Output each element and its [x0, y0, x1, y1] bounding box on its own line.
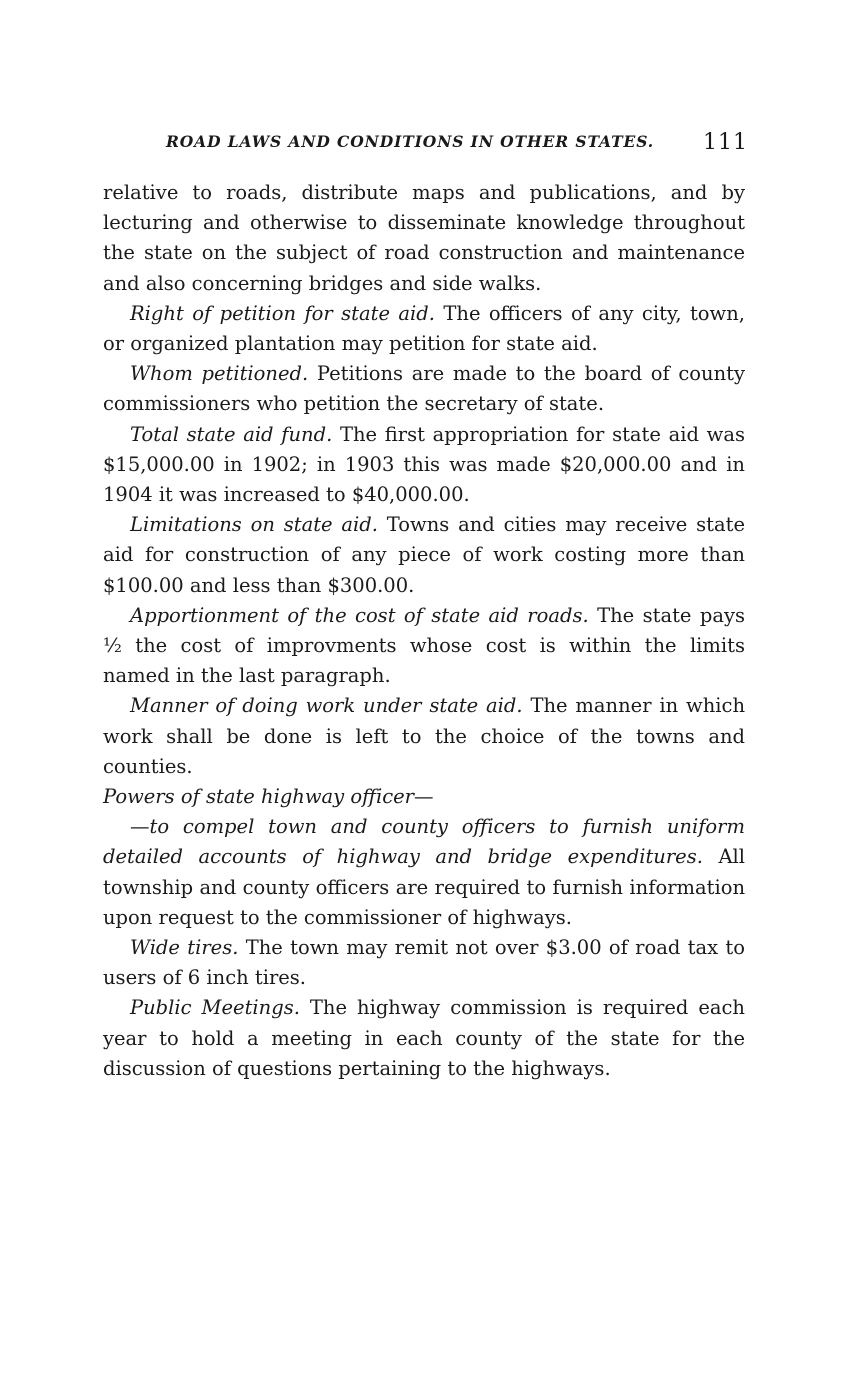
paragraph-apportionment [103, 601, 745, 692]
paragraph-text: relative to roads, distribute maps and publications, and by lecturing and otherwise to disseminate knowledge throughout the state on the subject of road construction and maintenance and also concerning bridges and side walks. [103, 181, 745, 295]
paragraph-text: The first appropriation for state aid was $15,000.00 in 1902; in 1903 this was made $20,000.00 and in 1904 it was increased to $40,000.00. [103, 422, 746, 507]
paragraph-heading: Manner of doing work under state aid. [130, 694, 523, 718]
paragraph-text: The manner in which work shall be done is left to the choice of the towns and counties. [103, 694, 746, 778]
paragraph-compel-officers [103, 812, 745, 933]
paragraph-heading: Wide tires. [130, 936, 239, 960]
paragraph-text: The officers of any city, town, or organized plantation may petition for state aid. [103, 301, 745, 356]
paragraph-continuation [103, 178, 745, 299]
paragraph-heading: Limitations on state aid. [130, 513, 378, 537]
paragraph-heading: Public Meetings. [130, 996, 300, 1020]
running-title: ROAD LAWS AND CONDITIONS IN OTHER STATES. [166, 132, 655, 151]
running-head [166, 130, 748, 160]
body-text [103, 178, 745, 1084]
paragraph-heading: Whom petitioned. [130, 362, 309, 386]
paragraph-heading: Total state aid fund. [130, 422, 333, 446]
paragraph-limitations [103, 510, 745, 601]
paragraph-total-state-aid-fund [103, 420, 745, 511]
paragraph-powers-heading [103, 782, 745, 812]
paragraph-heading: —to compel town and county officers to furnish uniform detailed accounts of highway and bridge expenditures. [103, 815, 745, 869]
paragraph-wide-tires [103, 933, 745, 993]
paragraph-heading: Powers of state highway officer— [103, 785, 434, 809]
paragraph-text: The state pays ½ the cost of improvments whose cost is within the limits named in the last paragraph. [103, 603, 746, 688]
paragraph-heading: Apportionment of the cost of state aid roads. [130, 603, 589, 627]
paragraph-whom-petitioned [103, 359, 745, 419]
paragraph-text: Towns and cities may receive state aid for construction of any piece of work costing more than $100.00 and less than $300.00. [103, 513, 745, 597]
paragraph-text: The town may remit not over $3.00 of road tax to users of 6 inch tires. [103, 936, 745, 990]
paragraph-right-of-petition [103, 299, 745, 359]
paragraph-public-meetings [103, 993, 745, 1084]
paragraph-heading: Right of petition for state aid. [130, 301, 435, 325]
paragraph-manner-of-work [103, 691, 745, 782]
paragraph-text: All township and county officers are required to furnish information upon request to the commissioner of highways. [103, 845, 746, 929]
paragraph-text: Petitions are made to the board of county commissioners who petition the secretary of state. [103, 362, 745, 416]
paragraph-text: The highway commission is required each year to hold a meeting in each county of the state for the discussion of questions pertaining to the highways. [103, 996, 745, 1080]
page-number: 111 [703, 130, 748, 155]
